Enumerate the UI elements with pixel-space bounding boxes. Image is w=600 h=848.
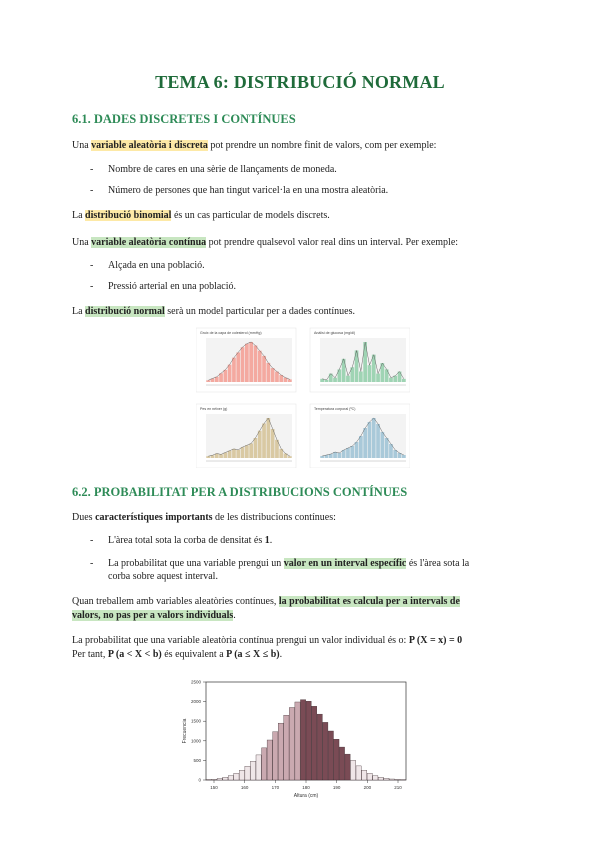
histogram-bar <box>384 778 389 780</box>
histogram-bar <box>249 342 253 382</box>
histogram-bar <box>258 431 262 458</box>
histogram-bar <box>346 448 350 458</box>
histogram-panel <box>310 328 410 392</box>
histogram-bar <box>254 345 258 382</box>
y-tick-label: 1500 <box>190 718 201 724</box>
histogram-bar <box>224 370 228 382</box>
x-tick-label: 200 <box>363 785 372 790</box>
histogram-bar <box>256 755 261 780</box>
histogram-bar <box>338 453 342 458</box>
paragraph-discrete: Una variable aleatòria i discreta pot prendre un nombre finit de valors, com per exemple: <box>72 140 437 151</box>
histogram-bar <box>368 422 372 458</box>
x-tick-label: 210 <box>394 785 402 790</box>
histogram-bar <box>367 773 372 780</box>
paragraph-normal: La distribució normal serà un model particular per a dades contínues. <box>72 306 355 317</box>
panel-title: Gruix de la capa de colesterol (mmHg) <box>200 331 262 335</box>
histogram-bar <box>236 352 240 382</box>
histogram-bar <box>346 376 350 382</box>
paragraph-binomial: La distribució binomial és un cas particular de models discrets. <box>72 210 330 221</box>
highlight-intervals-2: valors, no pas per a valors individuals <box>72 610 234 621</box>
histogram-bar <box>385 438 389 458</box>
histogram-bar <box>359 371 363 382</box>
histogram-bar <box>245 766 250 780</box>
histogram-bar <box>267 363 271 382</box>
histogram-bar <box>338 369 342 382</box>
panel-title: Anàlisi de glucosa (mg/dl) <box>314 331 356 335</box>
y-tick-label: 2000 <box>190 699 201 705</box>
paragraph-equivalence: Per tant, P (a < X < b) és equivalent a P (a ≤ X ≤ b). <box>72 649 283 660</box>
paragraph-characteristics: Dues característiques importants de les distribucions contínues: <box>72 512 336 523</box>
histogram-bar <box>350 760 355 780</box>
histogram-bar <box>376 374 380 382</box>
histogram-bar <box>284 715 289 780</box>
histogram-bar <box>300 700 305 780</box>
histogram-panel <box>196 328 296 392</box>
histogram-bar <box>219 454 223 458</box>
histogram-bar <box>312 706 317 780</box>
histogram-bar <box>329 454 333 458</box>
x-axis-label: Altura (cm) <box>293 793 319 799</box>
histogram-bar <box>262 423 266 458</box>
formula-point-probability: P (X = x) = 0 <box>408 635 463 646</box>
x-tick-label: 150 <box>210 785 218 790</box>
histogram-bar <box>228 365 232 382</box>
histogram-bar <box>206 380 210 382</box>
histogram-bar <box>402 455 406 458</box>
histogram-bar <box>317 714 322 780</box>
histogram-bar <box>262 748 267 780</box>
histogram-bar <box>378 777 383 780</box>
histogram-bar <box>236 450 240 458</box>
histogram-bar <box>376 424 380 458</box>
histogram-bar <box>373 776 378 780</box>
y-axis-label: Frecuencia <box>182 718 188 744</box>
highlight-normal-distribution: distribució normal <box>85 306 165 317</box>
height-histogram-figure <box>176 674 416 802</box>
histogram-bar <box>245 344 249 382</box>
histogram-bar <box>372 418 376 458</box>
histogram-bar <box>328 731 333 780</box>
histogram-bar <box>275 372 279 382</box>
highlight-continuous-variable: variable aleatòria contínua <box>91 237 207 248</box>
y-tick-label: 2500 <box>190 679 201 685</box>
histogram-bar <box>232 358 236 382</box>
y-tick-label: 0 <box>198 777 201 783</box>
paragraph-continuous: Una variable aleatòria contínua pot prendre qualsevol valor real dins un interval. Per exemple: <box>72 237 459 248</box>
section-heading-6-2: 6.2. PROBABILITAT PER A DISTRIBUCIONS CONTÍNUES <box>72 485 408 499</box>
histogram-bar <box>389 378 393 382</box>
paragraph-intervals: Quan treballem amb variables aleatòries contínues, la probabilitat es calcula per a intervals de valors, no pas per a valors individuals. <box>72 596 460 621</box>
panel-title: Pes en néixer (g) <box>200 407 228 411</box>
histogram-bar <box>323 722 328 780</box>
histogram-bar <box>206 456 210 458</box>
histogram-bar <box>389 779 394 780</box>
x-tick-label: 190 <box>332 785 341 790</box>
histogram-bar <box>395 779 400 780</box>
highlight-discrete-variable: variable aleatòria i discreta <box>91 140 208 151</box>
panel-plot-area <box>320 414 406 458</box>
formula-closed-interval: P (a ≤ X ≤ b) <box>226 649 280 660</box>
histogram-grid-figure <box>196 326 410 468</box>
histogram-bar <box>393 450 397 458</box>
histogram-bar <box>245 445 249 458</box>
histogram-bar <box>262 356 266 382</box>
histogram-bar <box>356 766 361 780</box>
panel-plot-area <box>206 338 292 382</box>
histogram-bar <box>271 429 275 458</box>
histogram-bar <box>239 770 244 780</box>
histogram-bar <box>381 432 385 458</box>
histogram-bar <box>241 347 245 382</box>
histogram-bar <box>212 779 217 780</box>
histogram-bar <box>258 351 262 382</box>
histogram-bar <box>334 739 339 780</box>
histogram-bar <box>306 701 311 780</box>
histogram-bar <box>223 777 228 780</box>
histogram-bar <box>320 456 324 458</box>
histogram-bar <box>385 369 389 382</box>
panel-plot-area <box>206 414 292 458</box>
highlight-intervals-1: la probabilitat es calcula per a intervals de <box>278 596 460 607</box>
histogram-bar <box>267 740 272 780</box>
section-heading-6-1: 6.1. DADES DISCRETES I CONTÍNUES <box>72 112 296 126</box>
page-title: TEMA 6: DISTRIBUCIÓ NORMAL <box>155 72 445 92</box>
histogram-bar <box>288 456 292 458</box>
histogram-bar <box>217 778 222 780</box>
histogram-bar <box>249 443 253 458</box>
highlight-binomial: distribució binomial <box>85 210 172 221</box>
histogram-bar <box>288 379 292 382</box>
paragraph-individual-probability: La probabilitat que una variable aleatòria contínua prengui un valor individual és o: P (X = x) = 0 <box>72 635 463 646</box>
histogram-bar <box>363 428 367 458</box>
histogram-bar <box>372 355 376 382</box>
formula-open-interval: P (a < X < b) <box>107 649 162 660</box>
x-tick-label: 170 <box>271 785 280 790</box>
histogram-bar <box>289 707 294 780</box>
histogram-bar <box>295 702 300 780</box>
document-page: TEMA 6: DISTRIBUCIÓ NORMAL 6.1. DADES DISCRETES I CONTÍNUES Una variable aleatòria i discreta pot prendre un nombre finit de valors, com per exemple: - Nombre de cares en una sèrie de llançaments de moneda. - Número de persones que han tingut varicel·la en una mostra aleatòria. La distribució binomial és un cas particular de models discrets. Una variable aleatòria contínua pot prendre qualsevol valor real dins un interval. Per exemple: - Alçada en una població. - Pressió arterial en una població. La distribució normal serà un model particular per a dades contínues. Gruix de la capa de colesterol (mmHg) Anàlisi de glucosa (mg/dl) Pes en néixer (g) Temperatura corporal (ºC) 6.2. PROBABILITAT PER A DISTRIBUCIONS CONTÍNUES Dues característiques importants de les distribucions contínues: - L'àrea total sota la corba de densitat és 1. - La probabilitat que una variable prengui un valor en un interval específic és l'àrea sota la corba sobre aquest interval. Quan treballem amb variables aleatòries contínues, la probabilitat es calcula per a intervals de valors, no pas per a valors individuals. La probabilitat que una variable aleatòria contínua prengui un valor individual és o: P (X = x) = 0 Per tant, P (a < X < b) és equivalent a P (a ≤ X ≤ b). 0 500 1000 1500 2000 2500 150 160 170 180 190 200 210 Frecuencia Altura (cm) <box>0 0 600 848</box>
histogram-bar <box>250 761 255 780</box>
histogram-bar <box>267 418 271 458</box>
highlight-interval-value: valor en un interval específic <box>283 558 407 569</box>
histogram-bar <box>362 770 367 780</box>
histogram-bar <box>368 365 372 382</box>
histogram-bar <box>254 438 258 458</box>
histogram-bar <box>271 368 275 382</box>
histogram-panel <box>310 404 410 468</box>
histogram-bar <box>339 747 344 780</box>
histogram-bar <box>241 447 245 458</box>
y-tick-label: 1000 <box>190 738 201 744</box>
histogram-bar <box>278 723 283 780</box>
histogram-bar <box>355 442 359 458</box>
histogram-bar <box>228 776 233 780</box>
panel-title: Temperatura corporal (ºC) <box>314 407 356 411</box>
histogram-panel <box>196 404 296 468</box>
histogram-bar <box>359 436 363 458</box>
histogram-bar <box>234 773 239 780</box>
histogram-bar <box>228 451 232 458</box>
y-tick-label: 500 <box>193 757 201 763</box>
histogram-bar <box>273 732 278 780</box>
histogram-bar <box>333 378 337 382</box>
chart-body <box>182 680 406 800</box>
x-tick-label: 160 <box>240 785 249 790</box>
histogram-bar <box>224 453 228 458</box>
histogram-bar <box>325 380 329 382</box>
histogram-bar <box>350 446 354 458</box>
histogram-bar <box>345 754 350 780</box>
histogram-bar <box>232 449 236 458</box>
histogram-bar <box>402 379 406 382</box>
x-tick-label: 180 <box>302 785 310 790</box>
